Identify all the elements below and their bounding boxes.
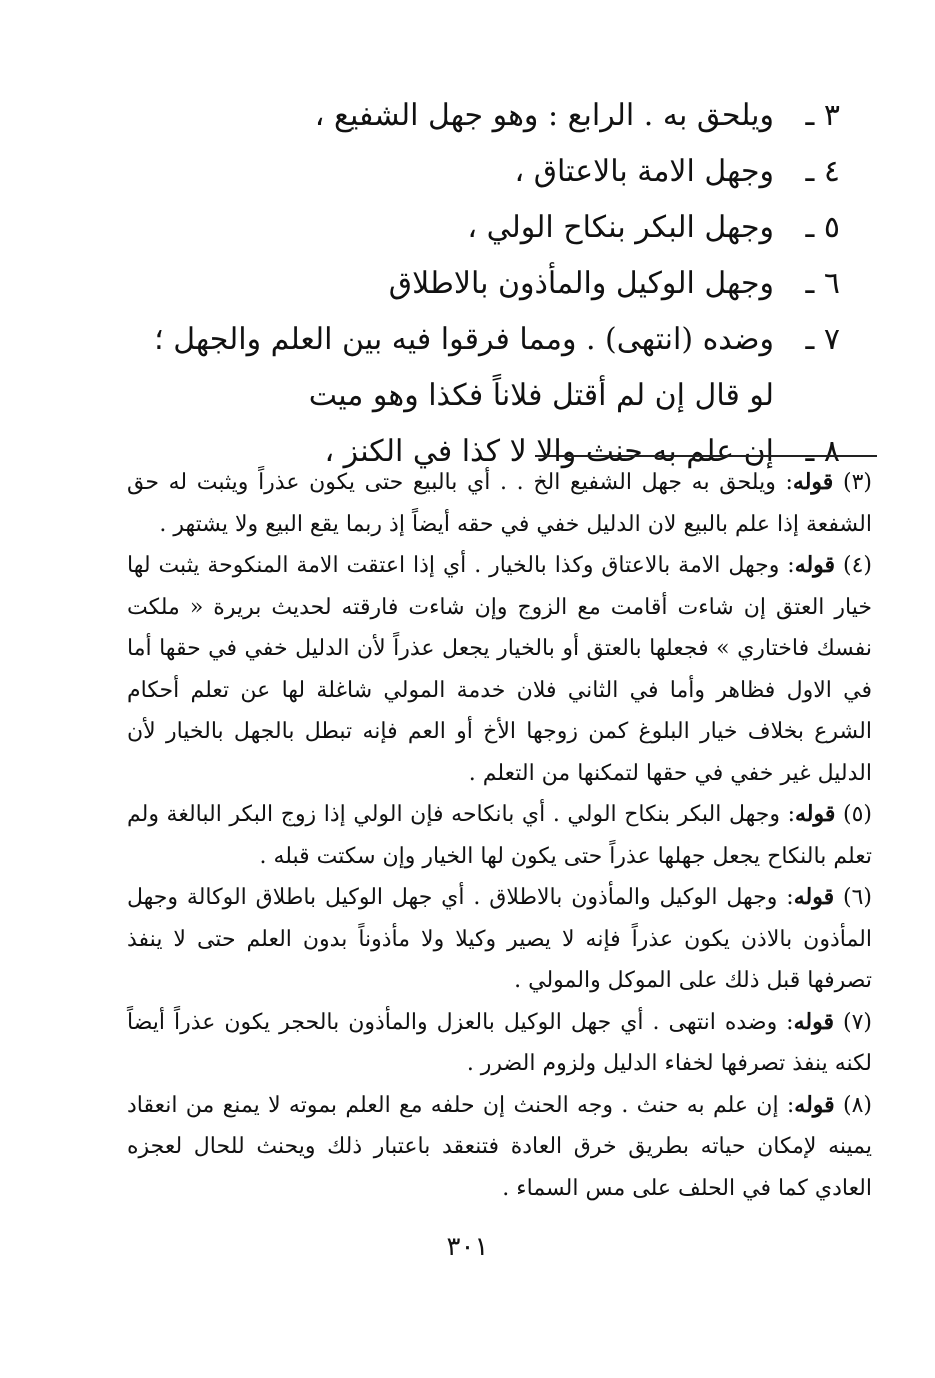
footnote-number: (٨): [842, 1092, 872, 1118]
item-text: وجهل البكر بنكاح الولي ،: [467, 210, 774, 245]
footnote-keyword: قوله: [795, 801, 836, 827]
main-text-list: [120, 88, 840, 480]
main-item: [120, 144, 840, 200]
footnote-number: (٧): [842, 1009, 872, 1035]
item-text: ويلحق به . الرابع : وهو جهل الشفيع ،: [314, 98, 774, 133]
footnote-text: : وجهل البكر بنكاح الولي . أي بانكاحه فإن الولي إذا زوج البكر البالغة ولم تعلم بالنكاح يجعل جهلها عذراً حتى يكون لها الخيار وإن سكتت قبله .: [127, 802, 872, 869]
item-text: وجهل الوكيل والمأذون بالاطلاق: [388, 266, 774, 301]
footnotes: [127, 462, 872, 1209]
footnote-keyword: قوله: [794, 1091, 835, 1118]
item-number: ٧ ـ: [805, 322, 840, 357]
footnote-number: (٤): [843, 553, 873, 578]
item-text: وضده (انتهى) . ومما فرقوا فيه بين العلم والجهل ؛ لو قال إن لم أقتل فلاناً فكذا وهو ميت: [154, 322, 774, 413]
page-number: ٣٠١: [446, 1232, 489, 1262]
footnote-keyword: قوله: [794, 552, 836, 578]
item-text: وجهل الامة بالاعتاق ،: [514, 154, 774, 189]
footnote-text: : ويلحق به جهل الشفيع الخ . . أي بالبيع حتى يكون عذراً ويثبت له حق الشفعة إذا علم بالبيع لان الدليل خفي في حقه أيضاً إذ ربما يقع البيع ولا يشتهر .: [127, 470, 872, 537]
footnote-text: : وجهل الوكيل والمأذون بالاطلاق . أي جهل الوكيل باطلاق الوكالة وجهل المأذون بالاذن يكون عذراً فإنه لا يصير وكيلا ولا مأذوناً بدون العلم حتى لا ينفذ تصرفها قبل ذلك على الموكل والمولي .: [127, 885, 872, 993]
footnote: [127, 794, 872, 877]
item-number: ٦ ـ: [805, 266, 840, 301]
footnote-number: (٥): [842, 802, 872, 827]
footnote: [127, 462, 872, 545]
footnote-number: (٣): [842, 470, 872, 495]
item-number: ٣ ـ: [805, 98, 840, 133]
item-number: ٨ ـ: [805, 434, 840, 469]
footnote: [127, 877, 872, 1002]
footnote: [127, 1002, 872, 1085]
main-item: [120, 312, 840, 424]
footnote-number: (٦): [842, 885, 872, 910]
footnote-keyword: قوله: [792, 469, 834, 495]
footnote-text: : وضده انتهى . أي جهل الوكيل بالعزل والمأذون بالحجر يكون عذراً أيضاً لكنه ينفذ تصرفها لخفاء الدليل ولزوم الضرر .: [127, 1009, 872, 1076]
footnote-text: : وجهل الامة بالاعتاق وكذا بالخيار . أي إذا اعتقت الامة المنكوحة يثبت لها خيار العتق إن شاءت أقامت مع الزوج وإن شاءت فارقته لحديث بريرة « ملكت نفسك فاختاري » فجعلها بالعتق أو بالخيار يجعل عذراً لأن الدليل خفي في حقها أما في الاول فظاهر وأما في الثاني فلان خدمة المولي شاغلة لها عن تعلم أحكام الشرع بخلاف خيار البلوغ كمن زوجها الأخ أو العم فإنه تبطل بالجهل بالخيار لأن الدليل غير خفي في حقها لتمكنها من التعلم .: [127, 553, 872, 786]
footnote-text: : إن علم به حنث . وجه الحنث إن حلفه مع العلم بموته لا يمنع من انعقاد يمينه لإمكان حياته بطريق خرق العادة فتنعقد باعتبار ذلك ويحنث للحال لعجزه العادي كما في الحلف على مس السماء .: [127, 1092, 872, 1201]
footnote: [127, 1085, 872, 1210]
item-text: إن علم به حنث والا لا كذا في الكنز ،: [324, 434, 774, 469]
main-item: [120, 256, 840, 312]
footnote-keyword: قوله: [793, 1008, 834, 1035]
main-item: [120, 88, 840, 144]
item-number: ٥ ـ: [805, 210, 840, 245]
footnote: [127, 545, 872, 794]
footnote-keyword: قوله: [793, 884, 835, 910]
item-number: ٤ ـ: [805, 154, 840, 189]
main-item: [120, 200, 840, 256]
footnote-divider: [535, 455, 877, 457]
